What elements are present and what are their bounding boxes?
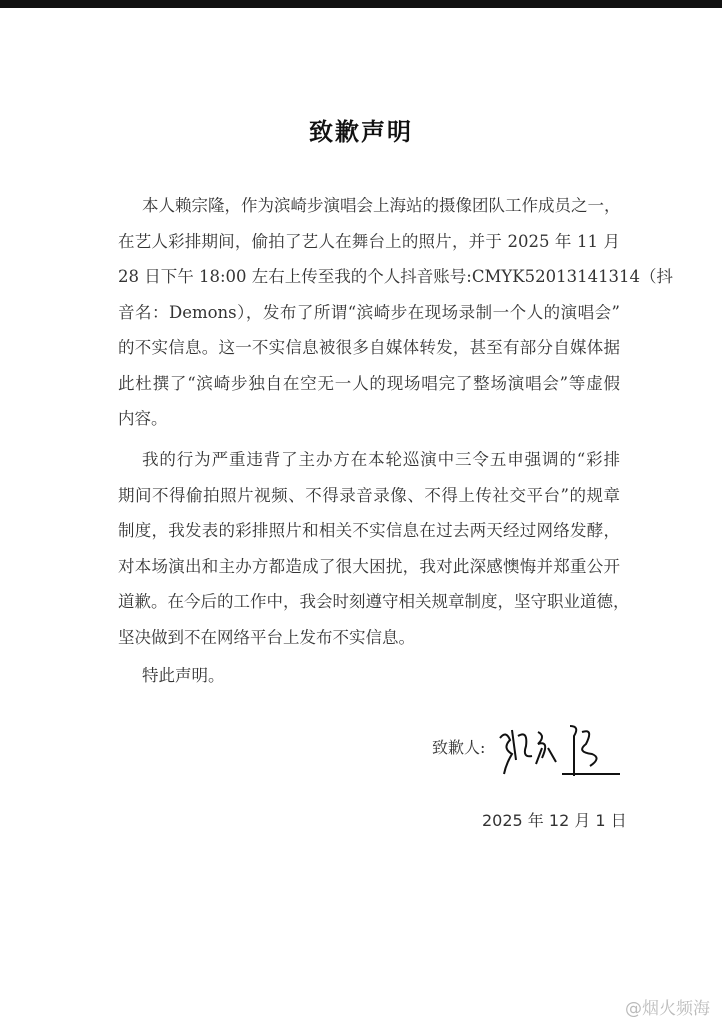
- weibo-watermark: @烟火频海: [625, 999, 710, 1019]
- paragraph-line: 在艺人彩排期间，偷拍了艺人在舞台上的照片，并于 2025 年 11 月: [118, 231, 620, 251]
- paragraph-line: 我的行为严重违背了主办方在本轮巡演中三令五申强调的“彩排: [142, 450, 620, 469]
- paragraph-line: 坚决做到不在网络平台上发布不实信息。: [118, 627, 415, 647]
- date: 2025 年 12 月 1 日: [482, 811, 627, 830]
- handwritten-signature: [492, 718, 622, 778]
- paragraph-line: 28 日下午 18:00 左右上传至我的个人抖音账号:CMYK52013141314（抖: [118, 267, 674, 286]
- top-border: [0, 0, 722, 8]
- paragraph-line: 期间不得偷拍照片视频、不得录音录像、不得上传社交平台”的规章: [118, 485, 620, 505]
- paragraph-line: 本人赖宗隆，作为滨崎步演唱会上海站的摄像团队工作成员之一，: [142, 196, 621, 215]
- paragraph-line: 制度，我发表的彩排照片和相关不实信息在过去两天经过网络发酵，: [118, 521, 620, 540]
- paragraph-line: 内容。: [118, 409, 168, 428]
- paragraph-line: 对本场演出和主办方都造成了很大困扰，我对此深感懊悔并郑重公开: [118, 556, 620, 576]
- signature-label: 致歉人:: [432, 738, 486, 757]
- paragraph-line: 特此声明。: [142, 666, 225, 685]
- paragraph-line: 的不实信息。这一不实信息被很多自媒体转发，甚至有部分自媒体据: [118, 338, 620, 357]
- document-title: 致歉声明: [309, 117, 413, 146]
- paragraph-line: 音名：Demons），发布了所谓“滨崎步在现场录制一个人的演唱会”: [118, 302, 620, 322]
- paragraph-line: 道歉。在今后的工作中，我会时刻遵守相关规章制度，坚守职业道德，: [118, 592, 630, 611]
- paragraph-line: 此杜撰了“滨崎步独自在空无一人的现场唱完了整场演唱会”等虚假: [118, 373, 620, 393]
